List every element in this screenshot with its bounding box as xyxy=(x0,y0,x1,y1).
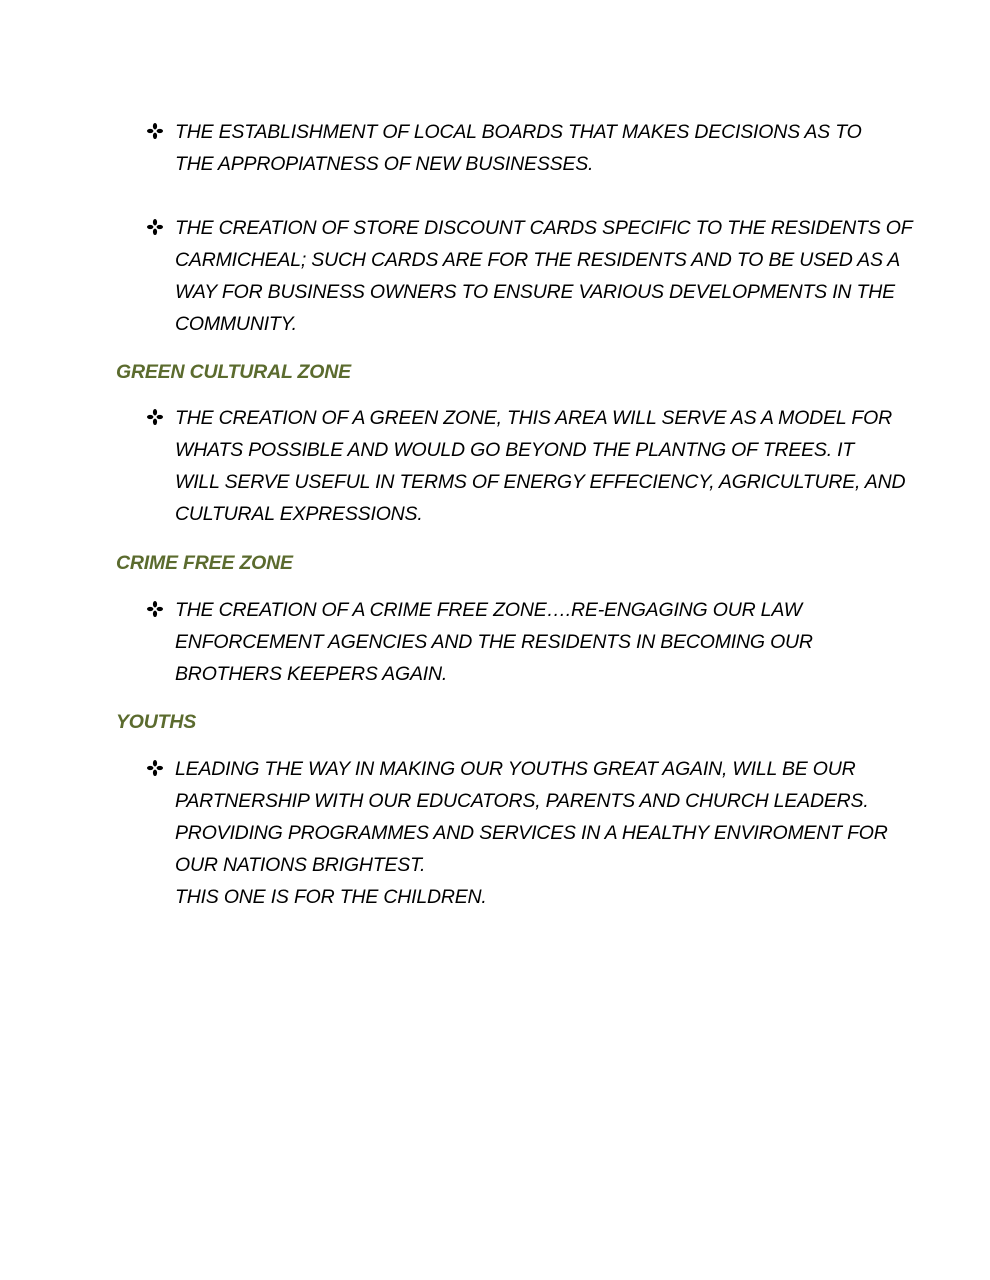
section-heading-crime-free-zone: CRIME FREE ZONE xyxy=(116,552,293,574)
list-item-line: THE CREATION OF A GREEN ZONE, THIS AREA WILL SERVE AS A MODEL FOR xyxy=(175,407,892,429)
list-item-line: WAY FOR BUSINESS OWNERS TO ENSURE VARIOUS DEVELOPMENTS IN THE xyxy=(175,281,895,303)
diamond-bullet-icon xyxy=(147,760,165,778)
diamond-bullet-icon xyxy=(147,123,165,141)
list-item-line: CARMICHEAL; SUCH CARDS ARE FOR THE RESIDENTS AND TO BE USED AS A xyxy=(175,249,901,271)
list-item-discount-cards xyxy=(175,212,913,340)
list-item-line: COMMUNITY. xyxy=(175,313,297,335)
list-item-line: WHATS POSSIBLE AND WOULD GO BEYOND THE PLANTNG OF TREES. IT xyxy=(175,439,855,461)
list-item-line: THE CREATION OF STORE DISCOUNT CARDS SPECIFIC TO THE RESIDENTS OF xyxy=(175,217,913,239)
list-item-line: PROVIDING PROGRAMMES AND SERVICES IN A HEALTHY ENVIROMENT FOR xyxy=(175,822,888,844)
list-item-youths xyxy=(175,753,895,913)
diamond-bullet-icon xyxy=(147,409,165,427)
list-item-line: THIS ONE IS FOR THE CHILDREN. xyxy=(175,886,487,908)
list-item-line: ENFORCEMENT AGENCIES AND THE RESIDENTS IN BECOMING OUR xyxy=(175,631,813,653)
list-item-crime-free-zone xyxy=(175,594,895,690)
section-heading-youths: YOUTHS xyxy=(116,711,197,733)
list-item-local-boards xyxy=(175,116,895,180)
list-item-line: THE APPROPIATNESS OF NEW BUSINESSES. xyxy=(175,153,594,175)
list-item-line: PARTNERSHIP WITH OUR EDUCATORS, PARENTS AND CHURCH LEADERS. xyxy=(175,790,869,812)
list-item-line: BROTHERS KEEPERS AGAIN. xyxy=(175,663,448,685)
list-item-line: THE CREATION OF A CRIME FREE ZONE….RE-ENGAGING OUR LAW xyxy=(175,599,802,621)
list-item-line: THE ESTABLISHMENT OF LOCAL BOARDS THAT MAKES DECISIONS AS TO xyxy=(175,121,862,143)
diamond-bullet-icon xyxy=(147,601,165,619)
list-item-green-zone xyxy=(175,402,906,530)
list-item-line: LEADING THE WAY IN MAKING OUR YOUTHS GREAT AGAIN, WILL BE OUR xyxy=(175,758,856,780)
section-heading-green-cultural-zone: GREEN CULTURAL ZONE xyxy=(116,361,351,383)
list-item-line: CULTURAL EXPRESSIONS. xyxy=(175,503,423,525)
list-item-line: OUR NATIONS BRIGHTEST. xyxy=(175,854,426,876)
list-item-line: WILL SERVE USEFUL IN TERMS OF ENERGY EFFECIENCY, AGRICULTURE, AND xyxy=(175,471,906,493)
diamond-bullet-icon xyxy=(147,219,165,237)
